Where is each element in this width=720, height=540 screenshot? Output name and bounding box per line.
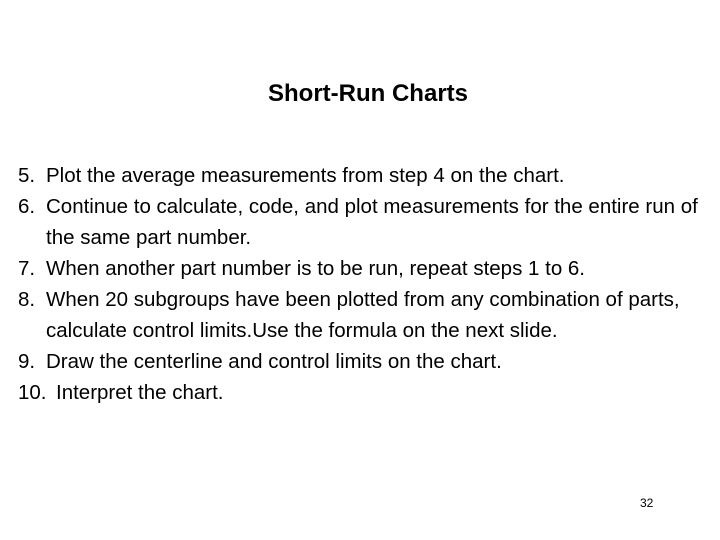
- page-number: 32: [640, 496, 654, 510]
- step-text: When another part number is to be run, repeat steps 1 to 6.: [46, 257, 586, 280]
- step-number: 7.: [18, 257, 36, 280]
- step-text: Plot the average measurements from step 4 on the chart.: [46, 164, 565, 187]
- step-item: [18, 284, 708, 346]
- step-text: Draw the centerline and control limits on the chart.: [46, 350, 502, 373]
- step-item: [18, 160, 708, 191]
- step-number: 5.: [18, 164, 36, 187]
- step-number: 8.: [18, 288, 36, 311]
- step-item: [18, 191, 708, 253]
- step-text: Continue to calculate, code, and plot measurements for the entire run of the same part number.: [46, 195, 698, 249]
- steps-list: [18, 160, 708, 408]
- step-text: Interpret the chart.: [56, 381, 224, 404]
- step-number: 10.: [18, 381, 47, 404]
- step-item: [18, 346, 708, 377]
- step-number: 9.: [18, 350, 36, 373]
- slide-title: Short-Run Charts: [268, 80, 468, 107]
- step-text: When 20 subgroups have been plotted from any combination of parts, calculate control limits.Use the formula on the next slide.: [46, 288, 680, 342]
- step-item: [18, 253, 708, 284]
- step-number: 6.: [18, 195, 36, 218]
- step-item: [18, 377, 708, 408]
